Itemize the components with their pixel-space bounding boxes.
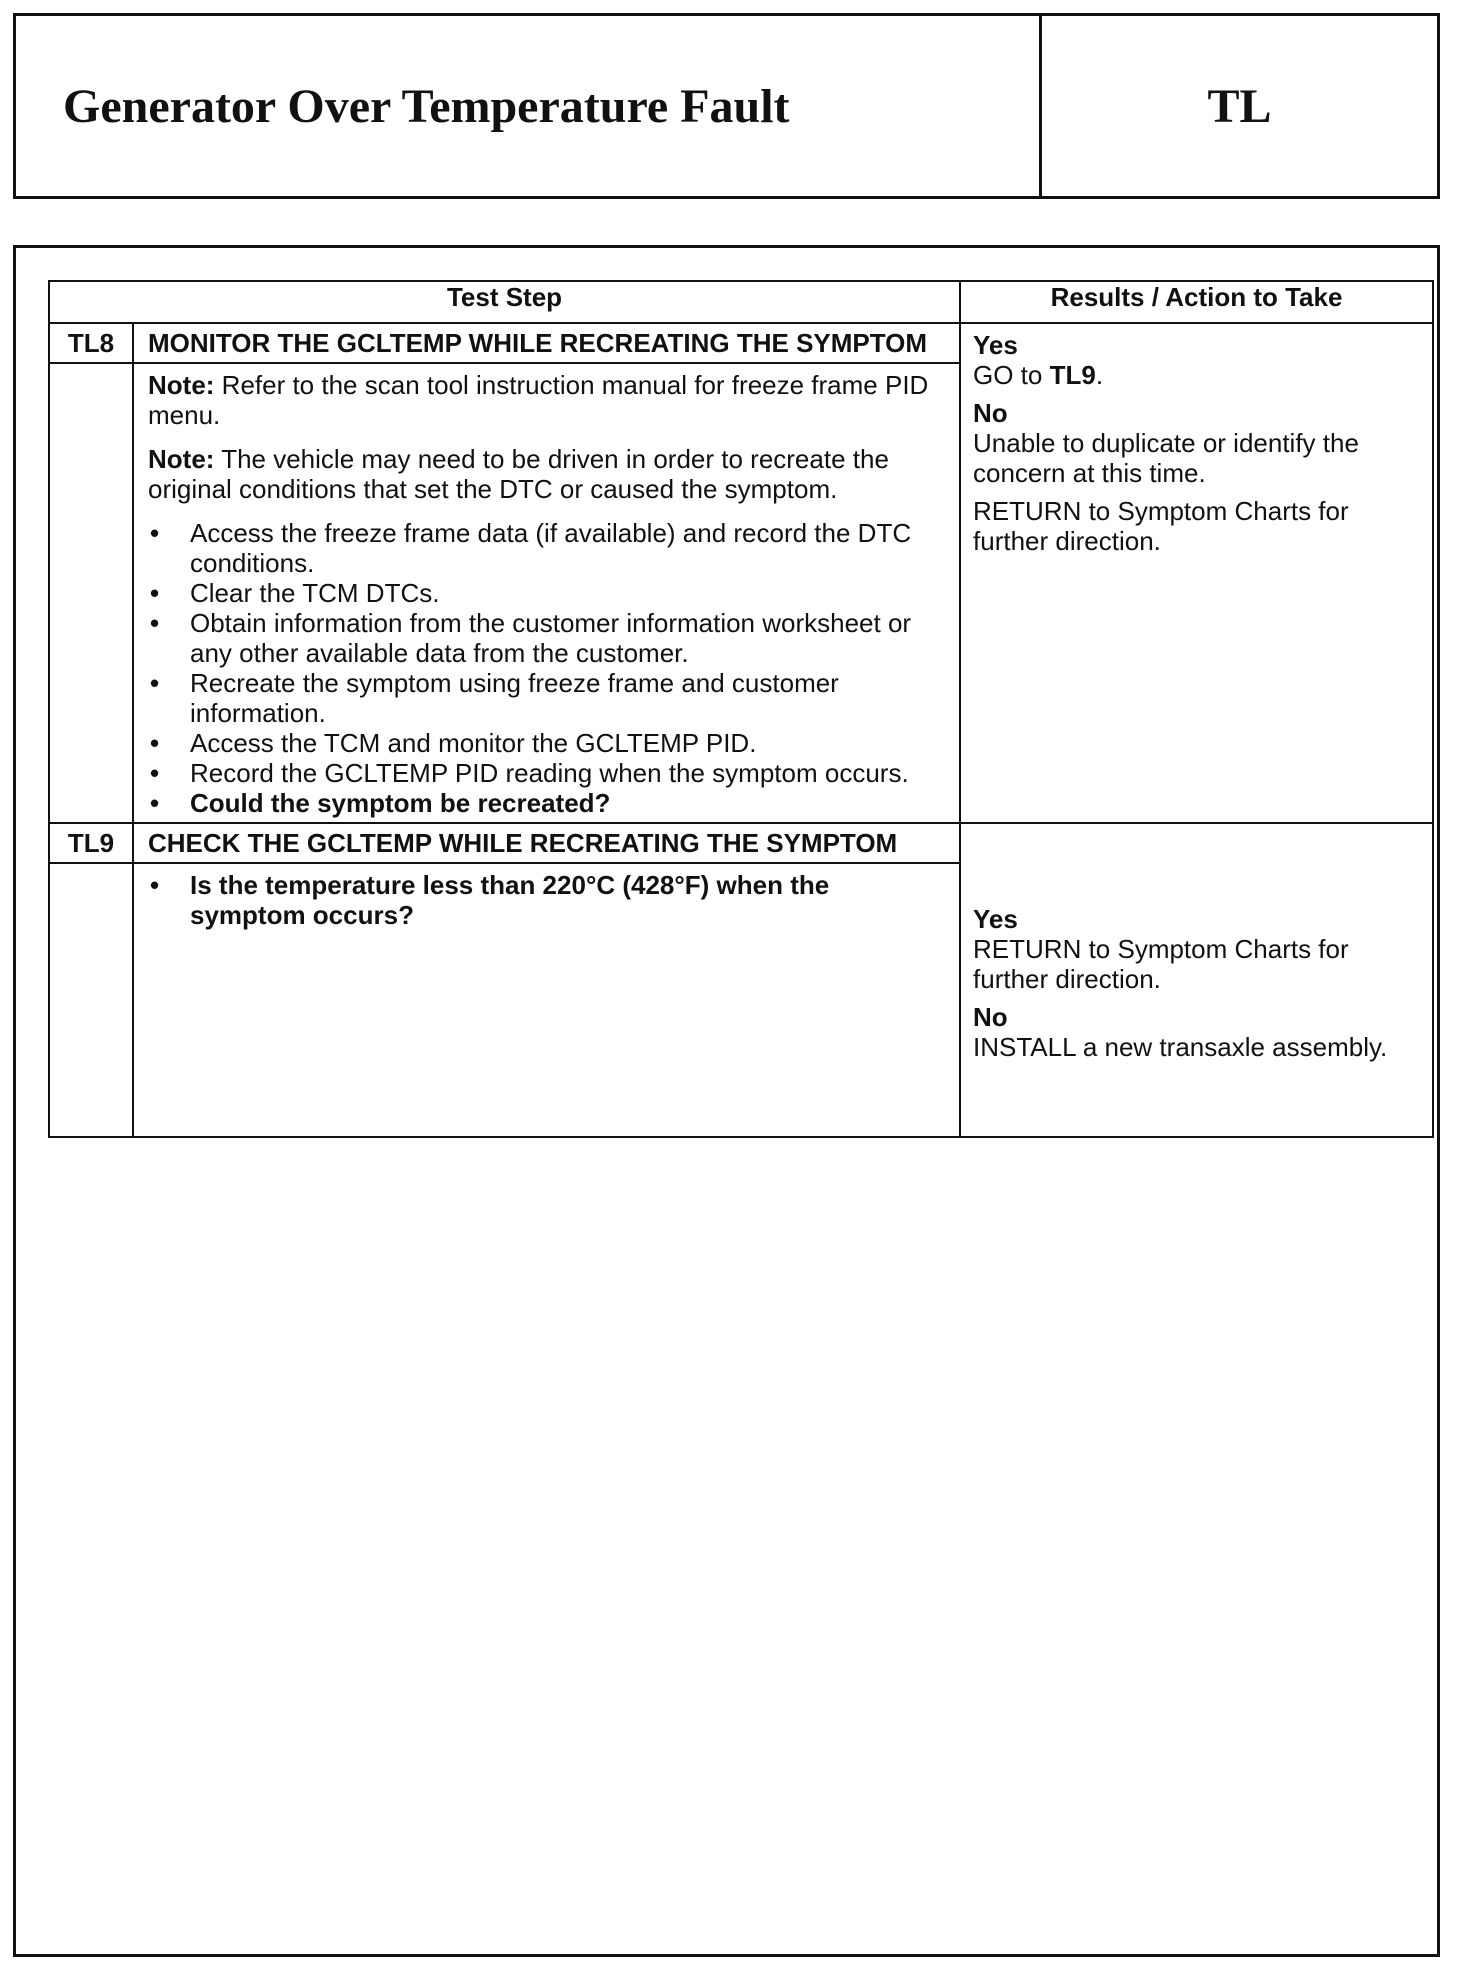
step-title: CHECK THE GCLTEMP WHILE RECREATING THE SYMPTOM: [133, 823, 960, 863]
yes-label: Yes: [973, 904, 1018, 934]
column-header-test-step: Test Step: [49, 281, 960, 323]
list-item: • Clear the TCM DTCs.: [148, 578, 947, 608]
note: Note: The vehicle may need to be driven in order to recreate the original conditions that set the DTC or caused the symptom.: [148, 444, 889, 504]
step-title: MONITOR THE GCLTEMP WHILE RECREATING THE SYMPTOM: [133, 323, 960, 363]
yes-action: GO to TL9.: [973, 360, 1104, 390]
list-item: • Record the GCLTEMP PID reading when the symptom occurs.: [148, 758, 947, 788]
step-tl9-body: [133, 863, 960, 1137]
page-header: [13, 13, 1440, 199]
note: Note: Refer to the scan tool instruction manual for freeze frame PID menu.: [148, 370, 929, 430]
step-reference-link: TL9: [1049, 360, 1096, 390]
no-label: No: [973, 1002, 1008, 1032]
yes-action: RETURN to Symptom Charts for further direction.: [973, 934, 1349, 994]
column-header-results: Results / Action to Take: [960, 281, 1433, 323]
procedure-list: [148, 518, 947, 818]
step-tl9-title-row: [49, 823, 1433, 863]
list-item: • Access the TCM and monitor the GCLTEMP PID.: [148, 728, 947, 758]
section-code: TL: [1207, 79, 1272, 133]
step-tl8-results: [960, 323, 1433, 823]
question-item: • Could the symptom be recreated?: [148, 788, 947, 818]
list-item: • Recreate the symptom using freeze frame and customer information.: [148, 668, 947, 728]
step-tl8-body: [133, 363, 960, 823]
step-tl8-title-row: [49, 323, 1433, 363]
page-title: Generator Over Temperature Fault: [16, 16, 1042, 196]
no-action: INSTALL a new transaxle assembly.: [973, 1032, 1388, 1062]
list-item: • Access the freeze frame data (if available) and record the DTC conditions.: [148, 518, 947, 578]
table-header-row: [49, 281, 1433, 323]
test-steps-table: [48, 280, 1434, 1138]
step-tl9-results: [960, 823, 1433, 1137]
list-item: • Obtain information from the customer information worksheet or any other available data from the customer.: [148, 608, 947, 668]
content-frame: [13, 245, 1440, 1957]
yes-label: Yes: [973, 330, 1018, 360]
procedure-list: [148, 870, 947, 930]
step-id: TL9: [49, 823, 133, 863]
step-id: TL8: [49, 323, 133, 363]
no-action-return: RETURN to Symptom Charts for further direction.: [973, 496, 1349, 556]
no-label: No: [973, 398, 1008, 428]
question-item: • Is the temperature less than 220°C (428°F) when the symptom occurs?: [148, 870, 947, 930]
no-action: Unable to duplicate or identify the concern at this time.: [973, 428, 1359, 488]
